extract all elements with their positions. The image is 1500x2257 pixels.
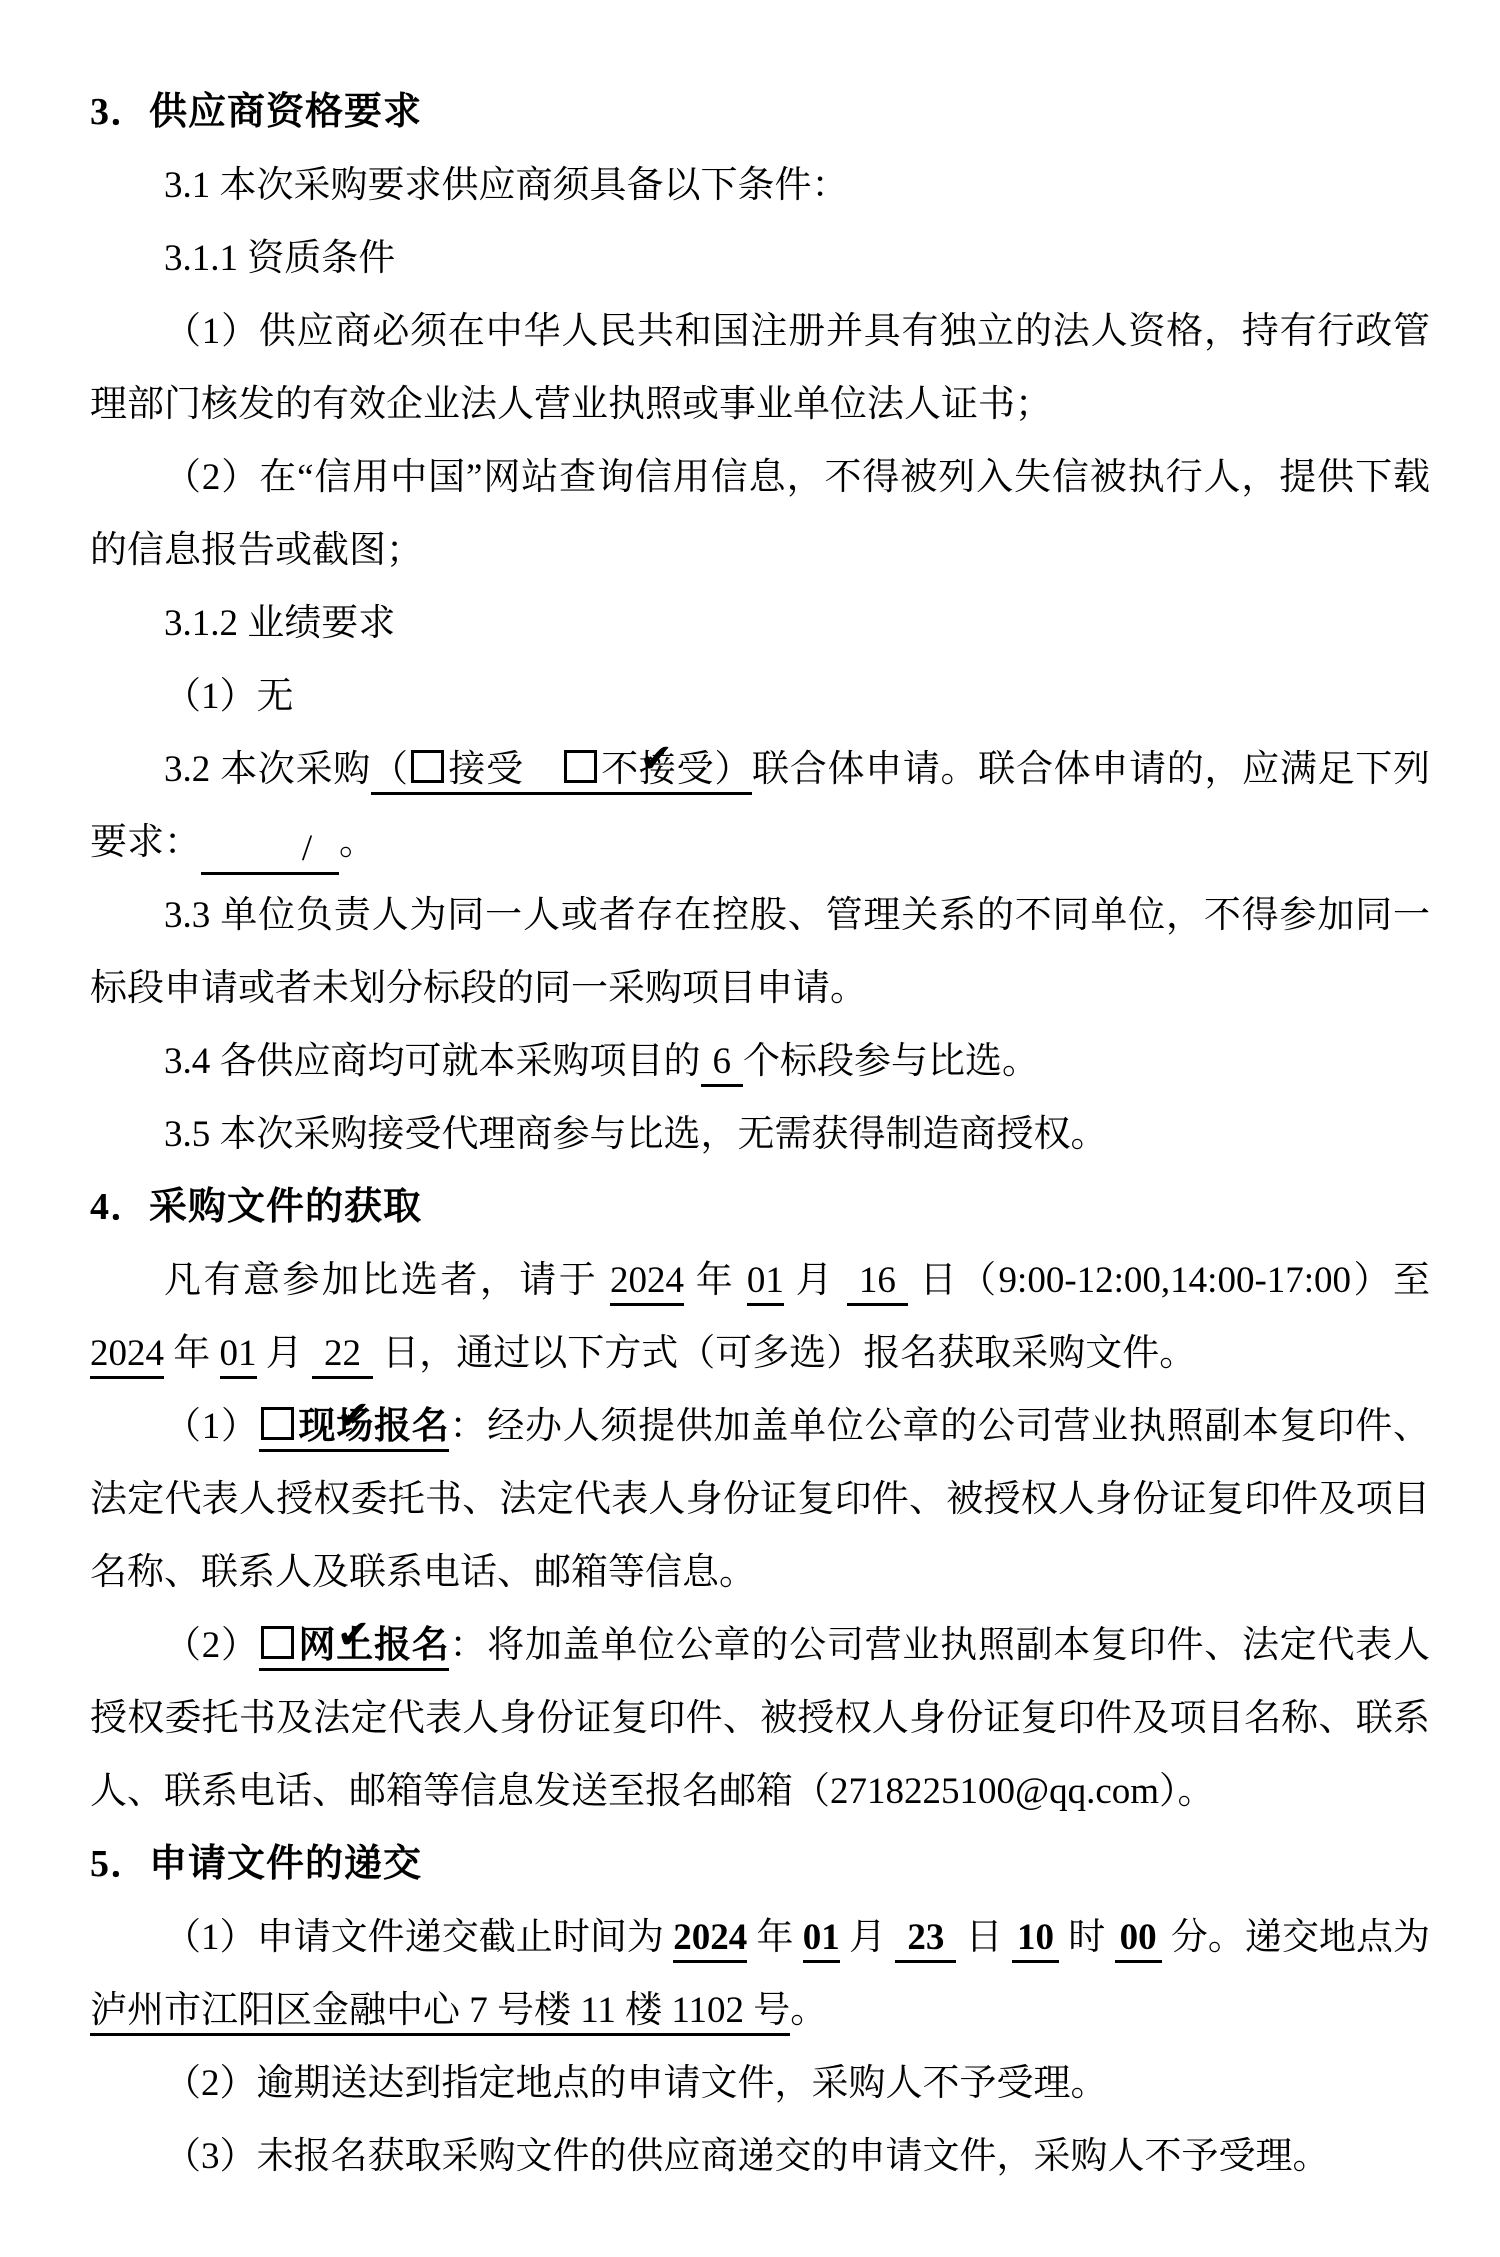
not-accept-checkbox-icon xyxy=(562,749,601,795)
para-3-4 xyxy=(90,1025,1430,1098)
text-run: （ xyxy=(371,749,409,795)
text-run: （2）逾期送达到指定地点的申请文件，采购人不予受理。 xyxy=(164,2063,1108,2104)
text-run: （1）供应商必须在中华人民共和国注册并具有独立的法人资格，持有行政管理部门核发的有效企业法人营业执照或事业单位法人证书； xyxy=(90,311,1430,425)
text-run: 3.5 本次采购接受代理商参与比选，无需获得制造商授权。 xyxy=(164,1114,1108,1155)
text-run: 01 xyxy=(747,1260,784,1306)
para-3-1 xyxy=(90,149,1430,222)
text-run: 3.1.2 业绩要求 xyxy=(164,603,396,644)
text-run: 4．采购文件的获取 xyxy=(90,1186,423,1228)
text-run: （1）申请文件递交截止时间为 xyxy=(164,1917,674,1958)
para-3-2 xyxy=(90,733,1430,879)
text-run: 16 xyxy=(847,1260,908,1306)
text-run: 年 xyxy=(683,1260,747,1301)
text-run: （1） xyxy=(164,1406,259,1447)
text-run: 分。递交地点为 xyxy=(1161,1917,1431,1958)
text-run: 3.1.1 资质条件 xyxy=(164,238,396,279)
text-run: ：将加盖单位公章的公司营业执照副本复印件、法定代表人授权委托书及法定代表人身份证复印件、被授权人身份证复印件及项目名称、联系人、联系电话、邮箱等信息发送至报名邮箱（2718225100@qq.com）。 xyxy=(90,1625,1431,1812)
para-4-item-2 xyxy=(90,1609,1430,1828)
text-run: 2024 xyxy=(673,1917,747,1963)
text-run: 。 xyxy=(339,822,376,863)
text-run: 6 xyxy=(701,1041,744,1087)
text-run: 3.3 单位负责人为同一人或者存在控股、管理关系的不同单位，不得参加同一标段申请或者未划分标段的同一采购项目申请。 xyxy=(90,895,1430,1009)
text-run: （3）未报名获取采购文件的供应商递交的申请文件，采购人不予受理。 xyxy=(164,2136,1330,2177)
text-run: 现场报名 xyxy=(298,1406,450,1452)
text-run: 凡有意参加比选者，请于 xyxy=(164,1260,610,1301)
para-4-item-1 xyxy=(90,1390,1430,1609)
text-run: 01 xyxy=(803,1917,840,1963)
online-registration-checkbox-icon xyxy=(259,1625,298,1671)
text-run: 网上报名 xyxy=(298,1625,450,1671)
text-run: 月 xyxy=(783,1260,847,1301)
text-run: 个标段参与比选。 xyxy=(743,1041,1039,1082)
text-run: 年 xyxy=(164,1333,220,1374)
section-3-heading xyxy=(90,76,1430,149)
text-run: 接受 xyxy=(448,749,562,795)
para-3-1-1-item-2 xyxy=(90,441,1430,587)
text-run: 月 xyxy=(839,1917,896,1958)
text-run: 泸州市江阳区金融中心 7 号楼 11 楼 1102 号 xyxy=(90,1990,790,2036)
checked-checkbox-icon xyxy=(261,1626,294,1659)
blank-slash-field: / xyxy=(201,826,339,875)
para-5-item-1 xyxy=(90,1901,1430,2047)
text-run: 年 xyxy=(747,1917,803,1958)
text-run: 5．申请文件的递交 xyxy=(90,1843,423,1885)
onsite-registration-checkbox-icon xyxy=(259,1406,298,1452)
text-run: 10 xyxy=(1012,1917,1059,1963)
text-run: 00 xyxy=(1115,1917,1162,1963)
para-3-1-1 xyxy=(90,222,1430,295)
text-run: 联合体申请。联合体申请的，应满足下列要求： xyxy=(90,749,1430,863)
text-run: 日，通过以下方式（可多选）报名获取采购文件。 xyxy=(373,1333,1197,1374)
para-3-1-2-item-1 xyxy=(90,660,1430,733)
text-run: 时 xyxy=(1058,1917,1115,1958)
text-run: 3．供应商资格要求 xyxy=(90,91,423,133)
text-run: 3.1 本次采购要求供应商须具备以下条件： xyxy=(164,165,849,206)
para-3-1-2 xyxy=(90,587,1430,660)
text-run: （2）在“信用中国”网站查询信用信息，不得被列入失信被执行人，提供下载的信息报告或截图； xyxy=(90,457,1430,571)
text-run: （1）无 xyxy=(164,676,294,717)
text-run: 3.2 本次采购 xyxy=(164,749,372,790)
text-run: 01 xyxy=(220,1333,257,1379)
checked-checkbox-icon xyxy=(261,1407,294,1440)
text-run: 日 xyxy=(956,1917,1012,1958)
checked-checkbox-icon xyxy=(564,750,597,783)
text-run: 不接受） xyxy=(601,749,753,795)
empty-checkbox-icon xyxy=(411,750,444,783)
text-run: （2） xyxy=(164,1625,259,1666)
text-run: 3.4 各供应商均可就本采购项目的 xyxy=(164,1041,701,1082)
para-5-item-3 xyxy=(90,2120,1430,2193)
text-run: 月 xyxy=(256,1333,312,1374)
text-run: 23 xyxy=(895,1917,956,1963)
para-5-item-2 xyxy=(90,2047,1430,2120)
para-3-1-1-item-1 xyxy=(90,295,1430,441)
accept-checkbox-icon xyxy=(409,749,448,795)
text-run: 。 xyxy=(790,1990,828,2031)
text-run: 日（9:00-12:00,14:00-17:00）至 xyxy=(907,1260,1440,1301)
section-5-heading xyxy=(90,1828,1430,1901)
para-4-intro xyxy=(90,1244,1440,1390)
text-run: 22 xyxy=(312,1333,373,1379)
text-run: 2024 xyxy=(610,1260,684,1306)
section-4-heading xyxy=(90,1171,1430,1244)
para-3-3 xyxy=(90,879,1430,1025)
text-run: 2024 xyxy=(90,1333,164,1379)
para-3-5 xyxy=(90,1098,1430,1171)
text-run: ：经办人须提供加盖单位公章的公司营业执照副本复印件、法定代表人授权委托书、法定代表人身份证复印件、被授权人身份证复印件及项目名称、联系人及联系电话、邮箱等信息。 xyxy=(90,1406,1431,1593)
